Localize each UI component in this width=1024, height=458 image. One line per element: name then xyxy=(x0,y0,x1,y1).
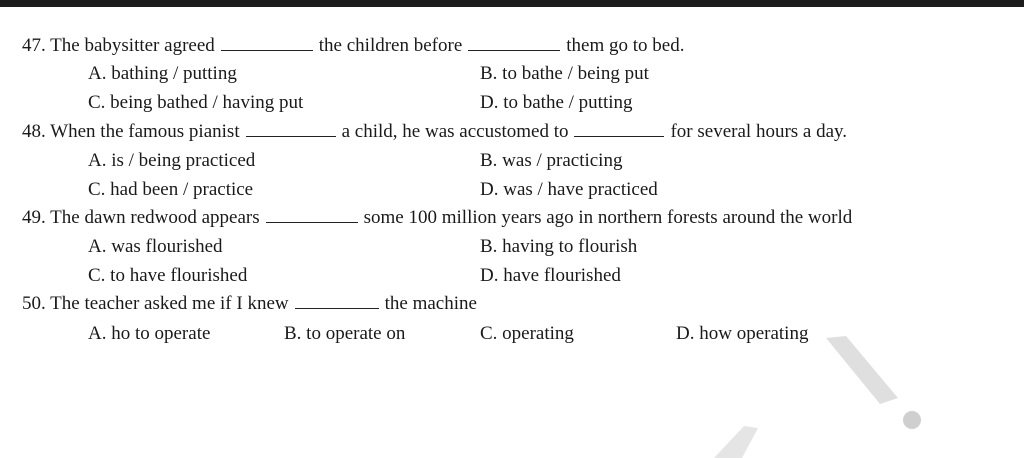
question-48 xyxy=(22,121,847,143)
option-b[interactable]: B. having to flourish xyxy=(480,236,638,257)
answer-blank[interactable] xyxy=(574,122,664,137)
option-a[interactable]: A. ho to operate xyxy=(88,323,211,344)
option-d[interactable]: D. to bathe / putting xyxy=(480,92,633,113)
question-text: When the famous pianist xyxy=(50,121,240,142)
question-number: 50. xyxy=(22,293,46,314)
option-c[interactable]: C. had been / practice xyxy=(88,179,254,200)
question-number: 49. xyxy=(22,207,46,228)
question-50 xyxy=(22,293,477,315)
question-47 xyxy=(22,35,684,57)
question-text: them go to bed. xyxy=(566,35,685,56)
option-c[interactable]: C. being bathed / having put xyxy=(88,92,304,113)
option-d[interactable]: D. have flourished xyxy=(480,265,621,286)
question-text: The dawn redwood appears xyxy=(50,207,260,228)
question-text: The babysitter agreed xyxy=(50,35,215,56)
question-text: the machine xyxy=(384,293,477,314)
answer-blank[interactable] xyxy=(246,122,336,137)
option-c[interactable]: C. operating xyxy=(480,323,574,344)
option-a[interactable]: A. was flourished xyxy=(88,236,223,257)
option-a[interactable]: A. bathing / putting xyxy=(88,63,237,84)
option-a[interactable]: A. is / being practiced xyxy=(88,150,256,171)
option-c[interactable]: C. to have flourished xyxy=(88,265,248,286)
option-b[interactable]: B. was / practicing xyxy=(480,150,623,171)
question-text: for several hours a day. xyxy=(670,121,848,142)
option-b[interactable]: B. to operate on xyxy=(284,323,406,344)
question-text: some 100 million years ago in northern forests around the world xyxy=(363,207,853,228)
top-border xyxy=(0,0,1024,7)
answer-blank[interactable] xyxy=(468,36,560,51)
question-text: The teacher asked me if I knew xyxy=(50,293,289,314)
question-49 xyxy=(22,207,852,229)
option-b[interactable]: B. to bathe / being put xyxy=(480,63,649,84)
question-number: 48. xyxy=(22,121,46,142)
option-d[interactable]: D. how operating xyxy=(676,323,809,344)
question-text: a child, he was accustomed to xyxy=(341,121,569,142)
question-text: the children before xyxy=(318,35,463,56)
answer-blank[interactable] xyxy=(221,36,313,51)
question-number: 47. xyxy=(22,35,46,56)
answer-blank[interactable] xyxy=(295,294,379,309)
option-d[interactable]: D. was / have practiced xyxy=(480,179,658,200)
answer-blank[interactable] xyxy=(266,208,358,223)
